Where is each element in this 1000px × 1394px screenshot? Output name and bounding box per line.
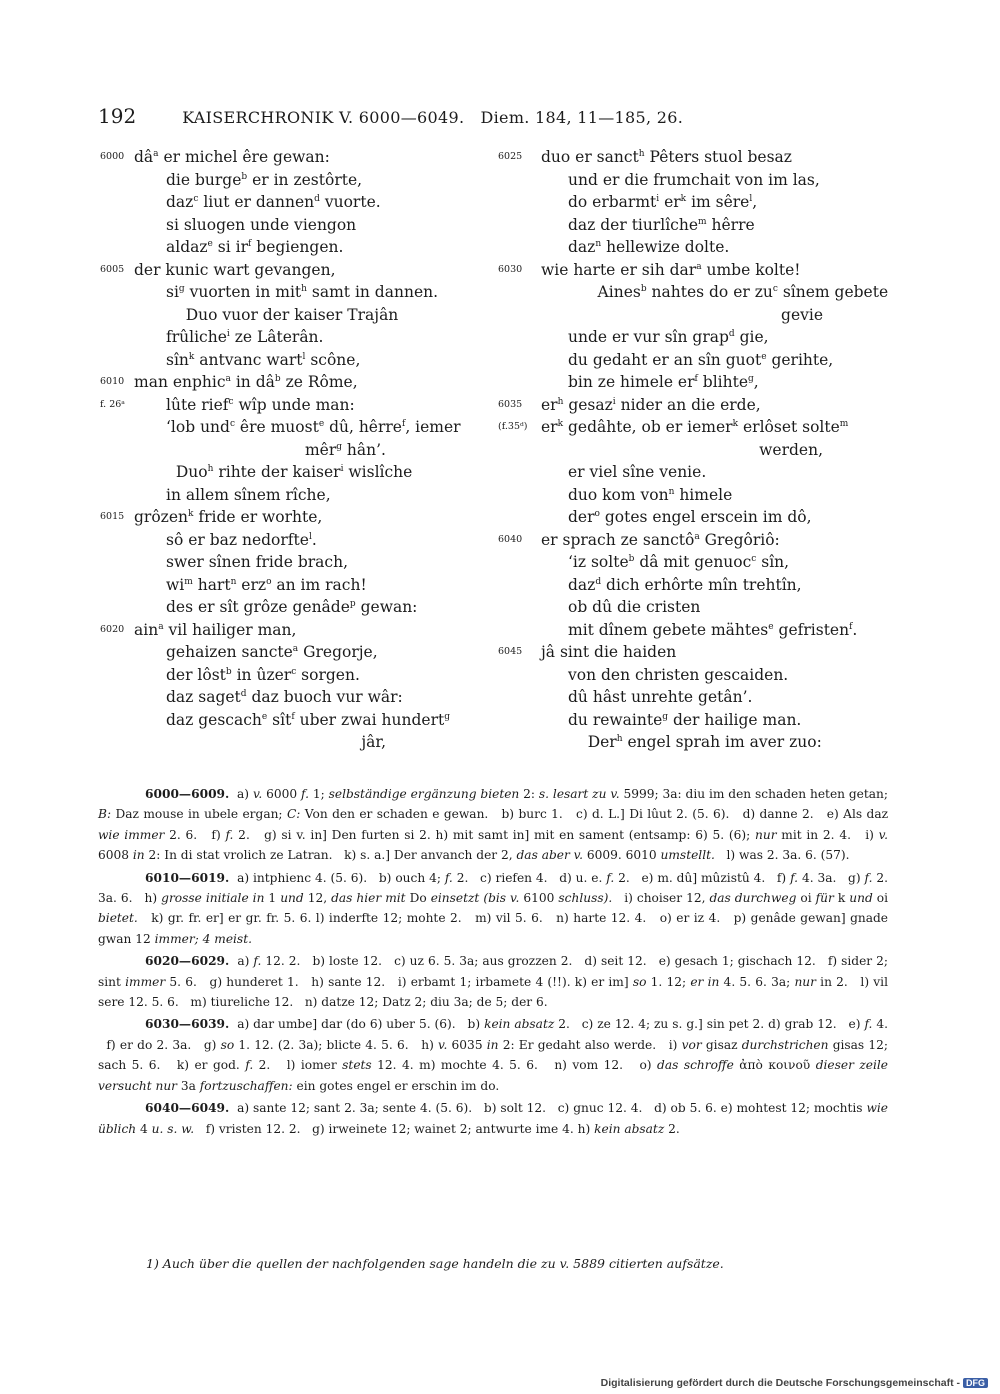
verse-text: du rewainte$^g$ der hailige man.	[568, 710, 802, 729]
verse-line	[100, 191, 496, 214]
verse-text: werden,	[759, 440, 823, 459]
verse-line	[100, 326, 496, 349]
verse-text: $dâ^a$ er michel êre gewan:	[134, 148, 330, 166]
verse-line	[100, 529, 496, 552]
verse-line	[100, 484, 496, 507]
verse-text: die burge$^b$ er in zestôrte,	[166, 170, 363, 189]
line-number: 6040	[498, 533, 523, 545]
verse-line	[100, 259, 496, 282]
verse-text: mêr$^g$ hân’.	[304, 440, 386, 459]
verse-text: von den christen gescaiden.	[568, 665, 789, 684]
verse-text: $si^g$ vuorten in mit$^h$ samt in dannen.	[166, 283, 439, 301]
page-header	[98, 104, 748, 128]
verse-line	[498, 574, 898, 597]
verse-line	[498, 416, 898, 439]
verse-line	[100, 731, 496, 754]
apparatus-text: a) dar umbe] dar (do 6) uber 5. (6). b) kein absatz 2. c) ze 12. 4; zu s. g.] sin pet 2. d) grab 12. e) f. 4. f) er do 2. 3a. g) so 1. 12. (2. 3a); blicte 4. 5. 6. h) v. 6035 in 2: Er gedaht also werde. i) vor gisaz durchstrichen gisas 12; sach 5. 6. k) er god. f. 2. l) iomer stets 12. 4. m) mochte 4. 5. 6. n) vom 12. o) das schroffe ἀπὸ κοινοῦ dieser zeile versucht nur 3a fortzuschaffen: ein gotes engel er erschin im do.	[98, 1017, 889, 1093]
verse-line	[498, 506, 898, 529]
verse-text: daz der tiurlîche$^m$ hêrre	[568, 215, 755, 234]
digitization-credit	[601, 1377, 988, 1389]
apparatus-text: a) intphienc 4. (5. 6). b) ouch 4; f. 2. c) riefen 4. d) u. e. f. 2. e) m. dû] mûzistû 4. f) f. 4. 3a. g) f. 2. 3a. 6. h) grosse initiale in 1 und 12, das hier mit Do einsetzt (bis v. 6100 schluss). i) choiser 12, das durchweg oi für k und oi bietet. k) gr. fr. er] er gr. fr. 5. 6. l) inderfte 12; mohte 2. m) vil 5. 6. n) harte 12. 4. o) er iz 4. p) genâde gewan] gnade gwan 12 immer; 4 meist.	[98, 870, 889, 946]
verse-line	[498, 529, 898, 552]
apparatus-range: 6010—6019.	[145, 870, 230, 885]
verse-line	[498, 596, 898, 619]
verse-line	[498, 551, 898, 574]
verse-text: unde er vur sîn grap$^d$ gie,	[568, 328, 769, 346]
verse-text: $wi^m$ hart$^n$ erz$^o$ an im rach!	[166, 575, 367, 594]
verse-column-right	[498, 146, 898, 754]
verse-text: mit dînem gebete mähtes$^e$ gefristen$^f$.	[568, 620, 858, 639]
verse-text: daz$^c$ liut er dannen$^d$ vuorte.	[166, 193, 381, 211]
apparatus-range: 6020—6029.	[145, 954, 230, 969]
verse-line	[100, 461, 496, 484]
page-number: 192	[98, 104, 137, 128]
footnote: 1) Auch über die quellen der nachfolgenden sage handeln die zu v. 5889 citierten aufsätze.	[146, 1256, 724, 1271]
apparatus-entry	[98, 868, 888, 950]
verse-line	[498, 731, 898, 754]
verse-line	[498, 439, 898, 462]
apparatus-entry	[98, 784, 888, 866]
verse-line	[100, 664, 496, 687]
verse-line	[498, 461, 898, 484]
verse-text: duo kom von$^n$ himele	[568, 485, 733, 504]
verse-text: ‘lob und$^c$ êre muost$^e$ dû, hêrre$^f$, iemer	[166, 418, 461, 436]
verse-line	[100, 709, 496, 732]
verse-text: ob dû die cristen	[568, 598, 701, 616]
verse-text: ‘iz solte$^b$ dâ mit genuoc$^c$ sîn,	[568, 553, 790, 571]
verse-text: Duo$^h$ rihte der kaiser$^i$ wislîche	[166, 463, 413, 481]
verse-text: si sluogen unde viengon	[166, 215, 357, 234]
verse-line	[100, 304, 496, 327]
verse-text: daz$^n$ hellewize dolte.	[568, 238, 730, 256]
line-number: 6045	[498, 646, 523, 657]
critical-apparatus	[98, 784, 888, 1141]
verse-line	[498, 191, 898, 214]
verse-text: der$^o$ gotes engel erscein im dô,	[568, 508, 812, 526]
verse-line	[498, 371, 898, 394]
verse-line	[498, 326, 898, 349]
verse-text: sô er baz nedorfte$^l$.	[166, 530, 317, 549]
verse-line	[100, 439, 496, 462]
line-number: 6020	[100, 623, 125, 635]
verse-text: Aines$^b$ nahtes do er $zu^c$ sînem gebete	[568, 283, 889, 301]
verse-text: Der$^h$ engel sprah im aver zuo:	[568, 733, 822, 751]
running-head	[182, 108, 683, 127]
verse-line	[100, 416, 496, 439]
verse-text: bin ze himele $er^f$ blihte$^g$,	[568, 373, 759, 391]
verse-line	[100, 574, 496, 597]
verse-text: daz saget$^d$ daz buoch vur wâr:	[166, 688, 403, 706]
apparatus-range: 6000—6009.	[145, 787, 230, 801]
verse-text: der kunic wart gevangen,	[134, 260, 336, 279]
verse-text: er sprach ze sanctô$^a$ Gregôriô:	[541, 530, 780, 549]
apparatus-range: 6030—6039.	[145, 1017, 230, 1032]
verse-text: duo er sanct$^h$ Pêters stuol besaz	[541, 148, 792, 166]
verse-line	[498, 304, 898, 327]
line-number: 6000	[100, 151, 125, 162]
verse-text: do erbarmt$^i$ $er^k$ im sêre$^l$,	[568, 193, 758, 211]
verse-line	[100, 551, 496, 574]
apparatus-entry	[98, 1098, 888, 1139]
verse-line	[498, 259, 898, 282]
apparatus-text: a) sante 12; sant 2. 3a; sente 4. (5. 6). b) solt 12. c) gnuc 12. 4. d) ob 5. 6. e) mohtest 12; mochtis wie üblich 4 u. s. w. f) vristen 12. 2. g) irweinete 12; wainet 2; antwurte ime 4. h) kein absatz 2.	[98, 1101, 888, 1136]
line-number: 6010	[100, 376, 125, 387]
verse-line	[498, 709, 898, 732]
verse-text: der lôst$^b$ in ûzer$^c$ sorgen.	[166, 665, 360, 684]
verse-line	[100, 619, 496, 642]
apparatus-text: a) f. 12. 2. b) loste 12. c) uz 6. 5. 3a; aus grozzen 2. d) seit 12. e) gesach 1; gischach 12. f) sider 2; sint immer 5. 6. g) hunderet 1. h) sante 12. i) erbamt 1; irbamete 4 (!!). k) er im] so 1. 12; er in 4. 5. 6. 3a; nur in 2. l) vil sere 12. 5. 6. m) tiureliche 12. n) datze 12; Datz 2; diu 3a; de 5; der 6.	[98, 954, 888, 1010]
line-number: f. 26ᵃ	[100, 398, 125, 410]
digitization-credit-text: Digitalisierung gefördert durch die Deutsche Forschungsgemeinschaft -	[600, 1377, 960, 1389]
verse-text: Duo vuor der kaiser Trajân	[166, 305, 399, 324]
verse-line	[498, 619, 898, 642]
verse-text: und er die frumchait von im las,	[568, 170, 820, 189]
verse-line	[498, 664, 898, 687]
verse-line	[498, 686, 898, 709]
line-number: 6030	[498, 263, 523, 275]
verse-line	[498, 394, 898, 417]
verse-text: gehaizen sancte$^a$ Gregorje,	[166, 643, 378, 661]
apparatus-text: a) v. 6000 f. 1; selbständige ergänzung bieten 2: s. lesart zu v. 5999; 3a: diu im den schaden heten getan; B: Daz mouse in ubele ergan; C: Von den er schaden e gewan. b) burc 1. c) d. L.] Di lûut 2. (5. 6). d) danne 2. e) Als daz wie immer 2. 6. f) f. 2. g) si v. in] Den furten si 2. h) mit samt in] mit en sament (entsamp: 6) 5. (6); nur mit in 2. 4. i) v. 6008 in 2: In di stat vrolich ze Latran. k) s. a.] Der anvanch der 2, das aber v. 6009. 6010 umstellt. l) was 2. 3a. 6. (57).	[98, 787, 889, 863]
verse-column-left	[100, 146, 496, 754]
verse-text: dû hâst unrehte getân’.	[568, 688, 753, 706]
verse-line	[100, 236, 496, 259]
line-number: 6035	[498, 398, 523, 410]
verse-line	[498, 169, 898, 192]
verse-line	[100, 281, 496, 304]
verse-text: jâ sint die haiden	[541, 643, 677, 661]
verse-line	[498, 146, 898, 169]
verse-line	[498, 349, 898, 372]
verse-text: gevie	[781, 305, 823, 324]
verse-text: swer sînen fride brach,	[166, 553, 348, 571]
running-head-title: KAISERCHRONIK V. 6000—6049.	[182, 108, 465, 127]
verse-line	[100, 596, 496, 619]
verse-line	[100, 371, 496, 394]
verse-text: $er^h$ gesaz$^i$ nider an die erde,	[541, 395, 761, 414]
verse-text: frûliche$^i$ ze Lâterân.	[166, 328, 324, 346]
verse-line	[100, 641, 496, 664]
verse-line	[100, 169, 496, 192]
apparatus-entry	[98, 951, 888, 1012]
verse-text: sîn$^k$ antvanc wart$^l$ scône,	[166, 350, 361, 369]
verse-line	[100, 506, 496, 529]
verse-text: jâr,	[361, 733, 386, 751]
verse-text: er viel sîne venie.	[568, 463, 707, 481]
verse-line	[498, 214, 898, 237]
verse-text: des er sît grôze genâde$^p$ gewan:	[166, 598, 418, 616]
verse-line	[100, 686, 496, 709]
line-number: 6015	[100, 511, 125, 522]
dfg-logo: DFG	[963, 1378, 988, 1388]
verse-line	[498, 484, 898, 507]
verse-text: $er^k$ gedâhte, ob er iemer$^k$ erlôset solte$^m$	[541, 418, 849, 436]
line-number: 6005	[100, 263, 125, 275]
verse-text: in allem sînem rîche,	[166, 485, 331, 504]
verse-text: aldaz$^e$ si $ir^f$ begiengen.	[166, 238, 344, 256]
verse-line	[498, 236, 898, 259]
running-head-reference: Diem. 184, 11—185, 26.	[480, 108, 684, 127]
verse-line	[100, 394, 496, 417]
verse-text: ain$^a$ vil hailiger man,	[134, 620, 297, 639]
verse-line	[100, 349, 496, 372]
verse-text: daz$^d$ dich erhôrte mîn trehtîn,	[568, 575, 802, 594]
apparatus-range: 6040—6049.	[145, 1101, 230, 1116]
line-number: (f.35ᵈ)	[498, 421, 528, 432]
verse-text: du gedaht er an sîn guot$^e$ gerihte,	[568, 350, 834, 369]
line-number: 6025	[498, 151, 523, 162]
verse-text: lûte rief$^c$ wîp unde man:	[166, 395, 355, 414]
verse-line	[100, 146, 496, 169]
verse-text: wie harte er sih dar$^a$ umbe kolte!	[541, 260, 801, 279]
verse-line	[498, 281, 898, 304]
verse-line	[100, 214, 496, 237]
verse-text: daz gescach$^e$ sît$^f$ uber zwai hundert$^g$	[166, 710, 451, 729]
verse-line	[498, 641, 898, 664]
verse-text: man enphic$^a$ in $dâ^b$ ze Rôme,	[134, 373, 358, 391]
apparatus-entry	[98, 1014, 888, 1096]
verse-text: grôzen$^k$ fride er worhte,	[134, 508, 323, 526]
